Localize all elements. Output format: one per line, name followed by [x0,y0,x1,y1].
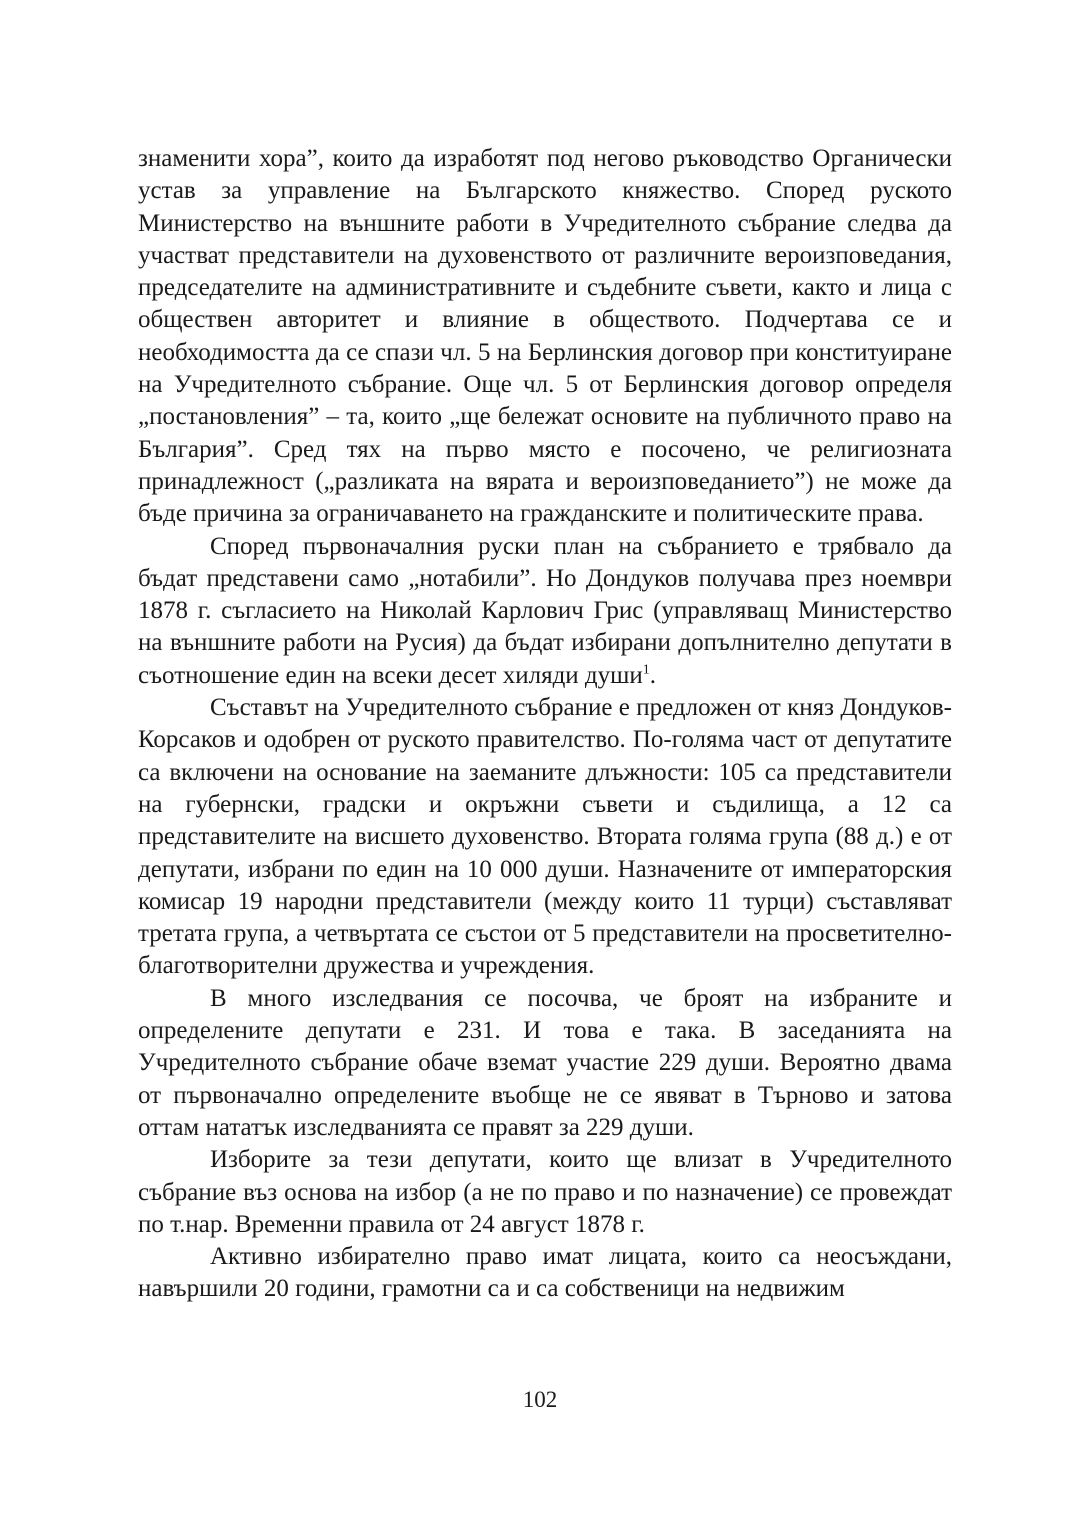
paragraph-plan-tail: . [649,661,657,689]
footnote-ref[interactable]: 1 [642,662,650,678]
page-number: 102 [522,1387,558,1412]
paragraph-deputies-count: В много изследвания се посочва, че броят на избраните и определените депутати е 231. И това е така. В заседанията на Учредителното събрание обаче вземат участие 229 души. Вероятно двама от първоначално определените въобще не се явяват в Търново и затова оттам нататък изследванията се правят за 229 души. [138,984,952,1141]
body-text [138,143,952,1306]
paragraph-plan-text: Според първоначалния руски план на събранието е трябвало да бъдат представени само „нотабили”. Но Дондуков получава през ноември 1878 г. съгласието на Николай Карлович Грис (управляващ Министерство на външните работи на Русия) да бъдат избирани допълнително депутати в съотношение един на всеки десет хиляди души [138,532,952,689]
paragraph-voting-right: Активно избирателно право имат лицата, които са неосъждани, навършили 20 години, грамотни са и са собственици на недвижим [138,1243,952,1303]
paragraph-composition: Съставът на Учредителното събрание е предложен от княз Дондуков-Корсаков и одобрен от руското правителство. По-голяма част от депутатите са включени на основание на заеманите длъжности: 105 са представители на губернски, градски и окръжни съвети и съдилища, а 12 са представителите на висшето духовенство. Втората голяма група (88 д.) е от депутати, избрани по един на 10 000 души. Назначените от императорския комисар 19 народни представители (между които 11 турци) съставляват третата група, а четвъртата се състои от 5 представители на просветително-благотворителни дружества и учреждения. [138,694,952,980]
paragraph-plan [138,531,952,692]
paragraph-elections: Изборите за тези депутати, които ще влизат в Учредителното събрание въз основа на избор (а не по право и по назначение) се провеждат по т.нар. Временни правила от 24 август 1878 г. [138,1146,952,1238]
paragraph-continuation: знаменити хора”, които да изработят под негово ръководство Органически устав за управление на Българското княжество. Според руското Министерство на външните работи в Учредителното събрание следва да участват представители на духовенството от различните вероизповедания, председателите на административните и съдебните съвети, както и лица с обществен авторитет и влияние в обществото. Подчертава се и необходимостта да се спази чл. 5 на Берлинския договор при конституиране на Учредителното събрание. Още чл. 5 от Берлинския договор определя „постановления” – та, които „ще бележат основите на публичното право на България”. Сред тях на първо място е посочено, че религиозната принадлежност („разликата на вярата и вероизповеданието”) не може да бъде причина за ограничаването на гражданските и политическите права. [138,145,952,528]
